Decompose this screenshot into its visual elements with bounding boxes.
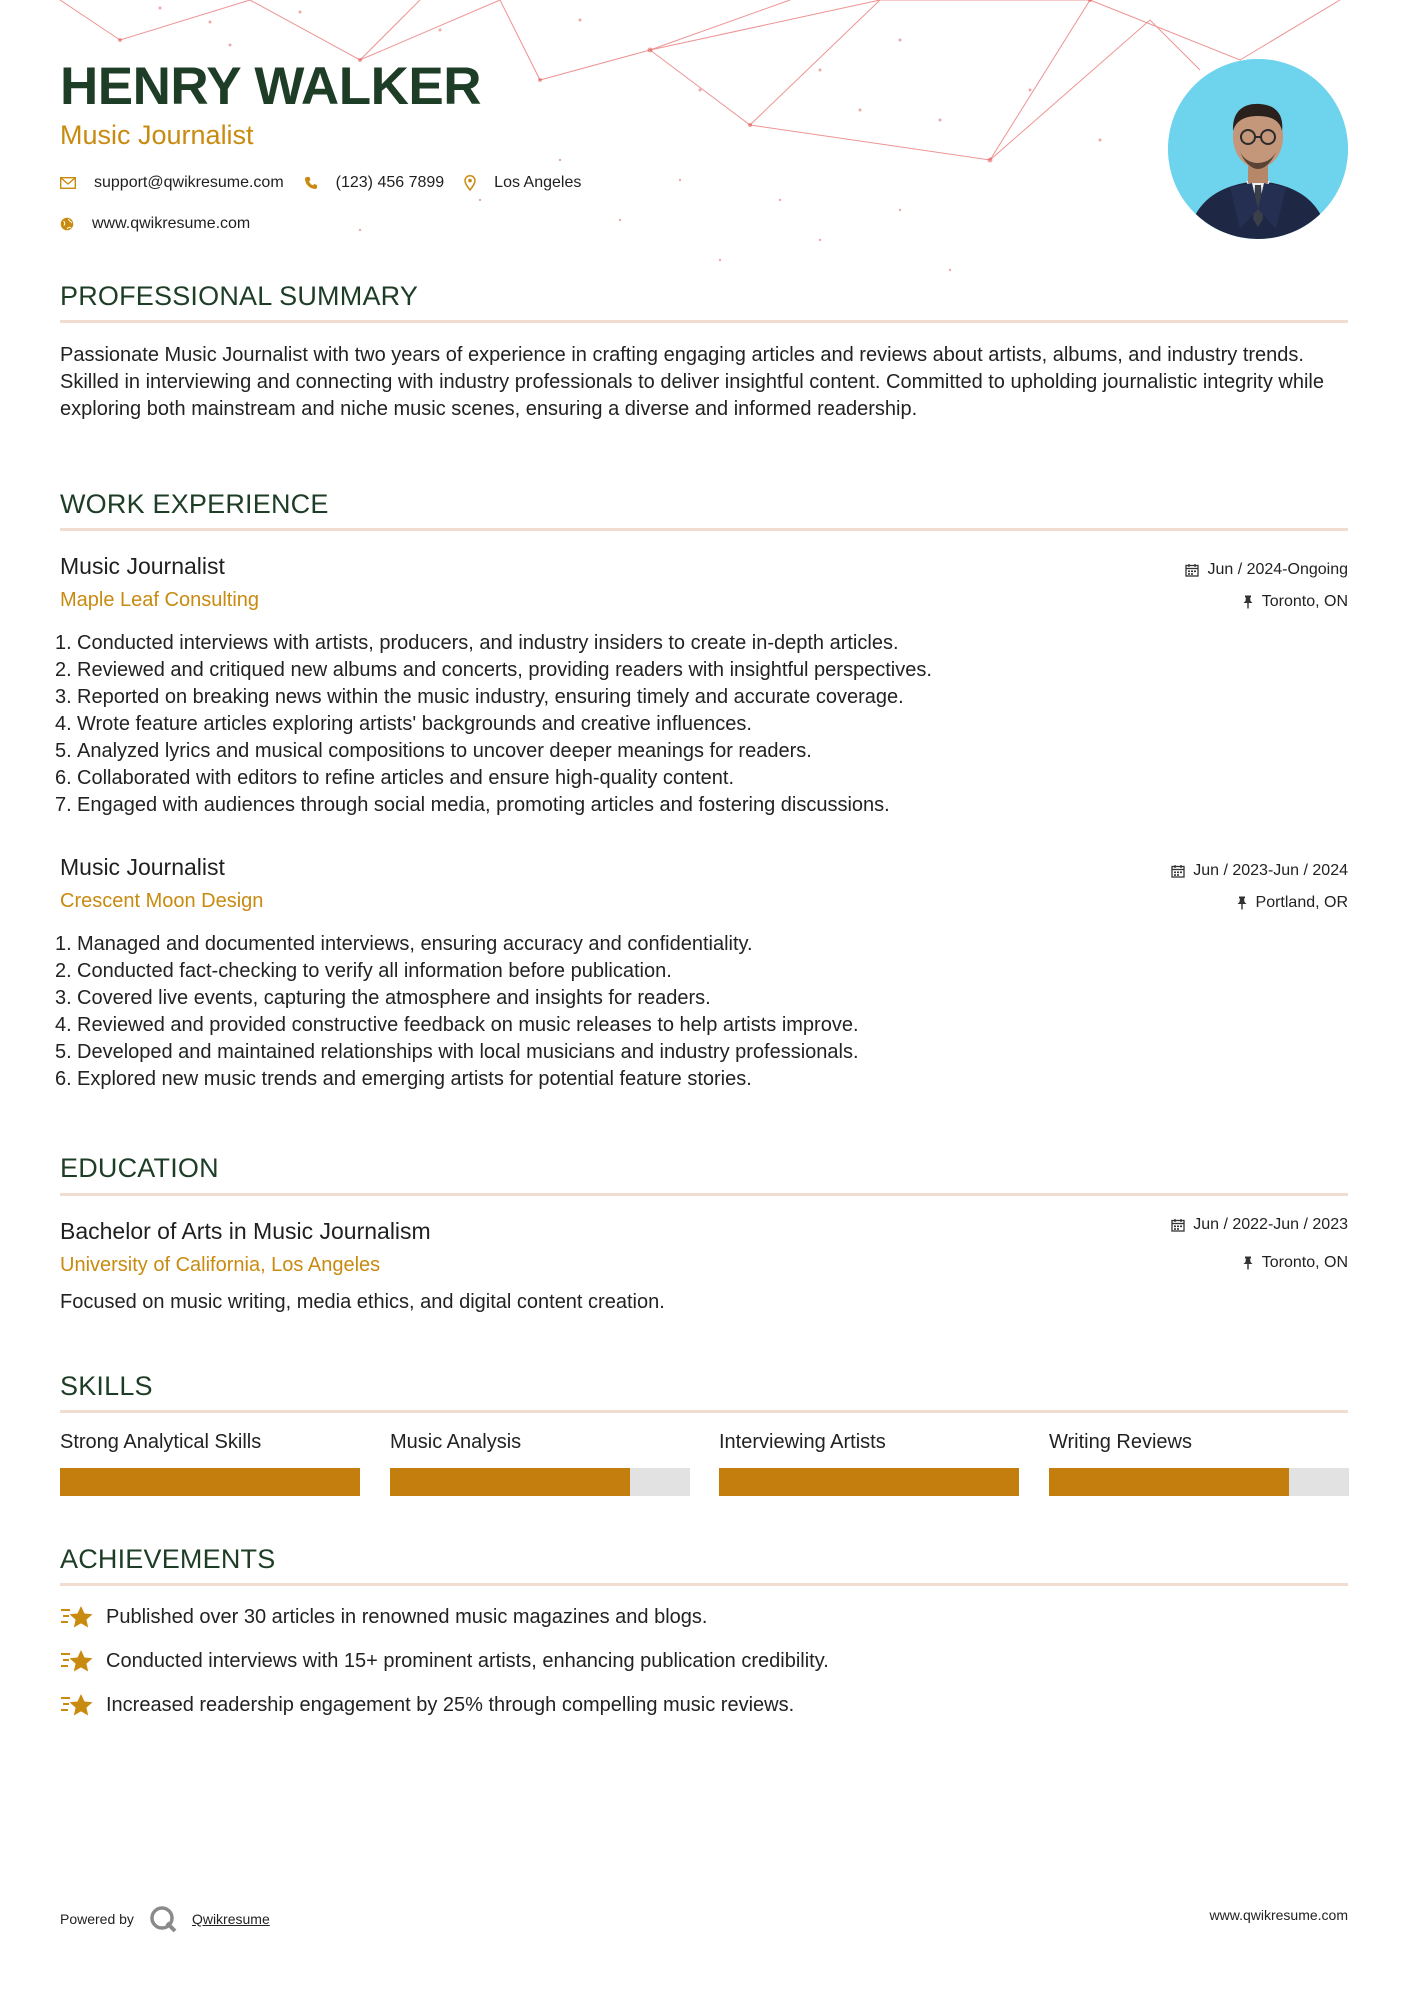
job-title: Music Journalist xyxy=(60,854,225,880)
skill-level-fill xyxy=(719,1468,1019,1496)
education-location-text: Toronto, ON xyxy=(1261,1254,1348,1271)
list-item: 7. Engaged with audiences through social media, promoting articles and fostering discussions. xyxy=(55,794,890,816)
phone-text: (123) 456 7899 xyxy=(335,174,445,191)
school-name: University of California, Los Angeles xyxy=(60,1254,381,1276)
map-pin-icon xyxy=(464,175,476,191)
job-location xyxy=(1242,593,1348,611)
company-name: Crescent Moon Design xyxy=(60,890,264,912)
location-text: Los Angeles xyxy=(494,174,582,191)
envelope-icon xyxy=(60,177,76,189)
contact-row xyxy=(60,174,601,192)
job-dates xyxy=(1171,862,1348,880)
section-title-achievements: ACHIEVEMENTS xyxy=(60,1544,276,1574)
footer-website[interactable]: www.qwikresume.com xyxy=(1209,1907,1348,1923)
list-item: 1. Conducted interviews with artists, producers, and industry insiders to create in-depth articles. xyxy=(55,632,899,654)
calendar-icon xyxy=(1171,864,1185,878)
achievement-item xyxy=(60,1648,829,1674)
section-title-education: EDUCATION xyxy=(60,1153,219,1183)
list-item: 4. Wrote feature articles exploring artists' backgrounds and creative influences. xyxy=(55,713,752,735)
job-location-text: Toronto, ON xyxy=(1261,593,1348,610)
section-divider xyxy=(60,528,1348,531)
pushpin-icon xyxy=(1236,896,1248,910)
phone-icon xyxy=(304,176,318,190)
skill-name: Music Analysis xyxy=(390,1431,522,1453)
pushpin-icon xyxy=(1242,595,1254,609)
list-item: 4. Reviewed and provided constructive feedback on music releases to help artists improve. xyxy=(55,1014,859,1036)
qwikresume-logo-icon xyxy=(148,1904,178,1934)
list-item: 6. Collaborated with editors to refine articles and ensure high-quality content. xyxy=(55,767,735,789)
education-location xyxy=(1242,1254,1348,1272)
list-item: 3. Covered live events, capturing the atmosphere and insights for readers. xyxy=(55,987,711,1009)
section-divider xyxy=(60,1410,1348,1413)
job-duties-list xyxy=(55,630,932,819)
section-divider xyxy=(60,1583,1348,1586)
globe-icon xyxy=(60,217,74,231)
list-item: 2. Reviewed and critiqued new albums and concerts, providing readers with insightful perspectives. xyxy=(55,659,932,681)
list-item: 3. Reported on breaking news within the music industry, ensuring timely and accurate coverage. xyxy=(55,686,904,708)
person-portrait-illustration xyxy=(1168,59,1348,239)
skill-name: Strong Analytical Skills xyxy=(60,1431,262,1453)
skill-level-bar xyxy=(719,1468,1019,1496)
candidate-name: HENRY WALKER xyxy=(60,57,481,116)
website-text: www.qwikresume.com xyxy=(92,215,251,232)
section-divider xyxy=(60,320,1348,323)
list-item: 5. Developed and maintained relationships with local musicians and industry professionals. xyxy=(55,1041,859,1063)
job-duties-list xyxy=(55,931,859,1093)
calendar-icon xyxy=(1185,563,1199,577)
skill-name: Writing Reviews xyxy=(1049,1431,1192,1453)
job-dates-text: Jun / 2024-Ongoing xyxy=(1207,561,1348,578)
company-name: Maple Leaf Consulting xyxy=(60,589,260,611)
footer-powered-by xyxy=(60,1904,270,1934)
education-dates-text: Jun / 2022-Jun / 2023 xyxy=(1193,1216,1348,1233)
pushpin-icon xyxy=(1242,1256,1254,1270)
education-dates xyxy=(1171,1216,1348,1234)
section-divider xyxy=(60,1193,1348,1196)
star-badge-icon xyxy=(60,1648,94,1674)
skill-name: Interviewing Artists xyxy=(719,1431,886,1453)
job-location-text: Portland, OR xyxy=(1255,894,1348,911)
profile-photo xyxy=(1168,59,1348,239)
education-description: Focused on music writing, media ethics, and digital content creation. xyxy=(60,1291,665,1313)
section-title-summary: PROFESSIONAL SUMMARY xyxy=(60,281,419,311)
star-badge-icon xyxy=(60,1692,94,1718)
contact-phone[interactable] xyxy=(304,174,445,192)
achievement-text: Increased readership engagement by 25% through compelling music reviews. xyxy=(106,1693,795,1716)
list-item: 2. Conducted fact-checking to verify all information before publication. xyxy=(55,960,672,982)
section-title-skills: SKILLS xyxy=(60,1371,153,1401)
skill-level-fill xyxy=(390,1468,630,1496)
contact-website[interactable] xyxy=(60,215,250,233)
qwikresume-link[interactable]: Qwikresume xyxy=(191,1911,270,1927)
skill-level-fill xyxy=(60,1468,360,1496)
candidate-title: Music Journalist xyxy=(60,120,254,150)
email-text: support@qwikresume.com xyxy=(94,174,284,191)
summary-text: Passionate Music Journalist with two years of experience in crafting engaging articles and reviews about artists, albums, and industry trends. Skilled in interviewing and connecting with industry professionals to deliver insightful content. Committed to upholding journalistic integrity while exploring both mainstream and niche music scenes, ensuring a diverse and informed readership. xyxy=(60,344,1324,420)
job-location xyxy=(1236,894,1348,912)
skill-level-bar xyxy=(1049,1468,1349,1496)
section-title-experience: WORK EXPERIENCE xyxy=(60,489,329,519)
contact-location xyxy=(464,174,581,192)
skill-level-bar xyxy=(60,1468,360,1496)
achievement-item xyxy=(60,1604,707,1630)
job-dates-text: Jun / 2023-Jun / 2024 xyxy=(1193,862,1348,879)
degree-title: Bachelor of Arts in Music Journalism xyxy=(60,1218,431,1244)
achievement-text: Published over 30 articles in renowned music magazines and blogs. xyxy=(106,1605,708,1628)
contact-email[interactable] xyxy=(60,174,284,192)
skill-level-bar xyxy=(390,1468,690,1496)
star-badge-icon xyxy=(60,1604,94,1630)
achievement-text: Conducted interviews with 15+ prominent artists, enhancing publication credibility. xyxy=(106,1649,829,1672)
powered-by-label: Powered by xyxy=(60,1911,134,1927)
job-title: Music Journalist xyxy=(60,553,225,579)
job-dates xyxy=(1185,561,1348,579)
list-item: 1. Managed and documented interviews, ensuring accuracy and confidentiality. xyxy=(55,933,753,955)
skill-level-fill xyxy=(1049,1468,1289,1496)
list-item: 5. Analyzed lyrics and musical compositions to uncover deeper meanings for readers. xyxy=(55,740,812,762)
calendar-icon xyxy=(1171,1218,1185,1232)
contact-row-website xyxy=(60,215,270,233)
list-item: 6. Explored new music trends and emerging artists for potential feature stories. xyxy=(55,1068,752,1090)
achievement-item xyxy=(60,1692,794,1718)
